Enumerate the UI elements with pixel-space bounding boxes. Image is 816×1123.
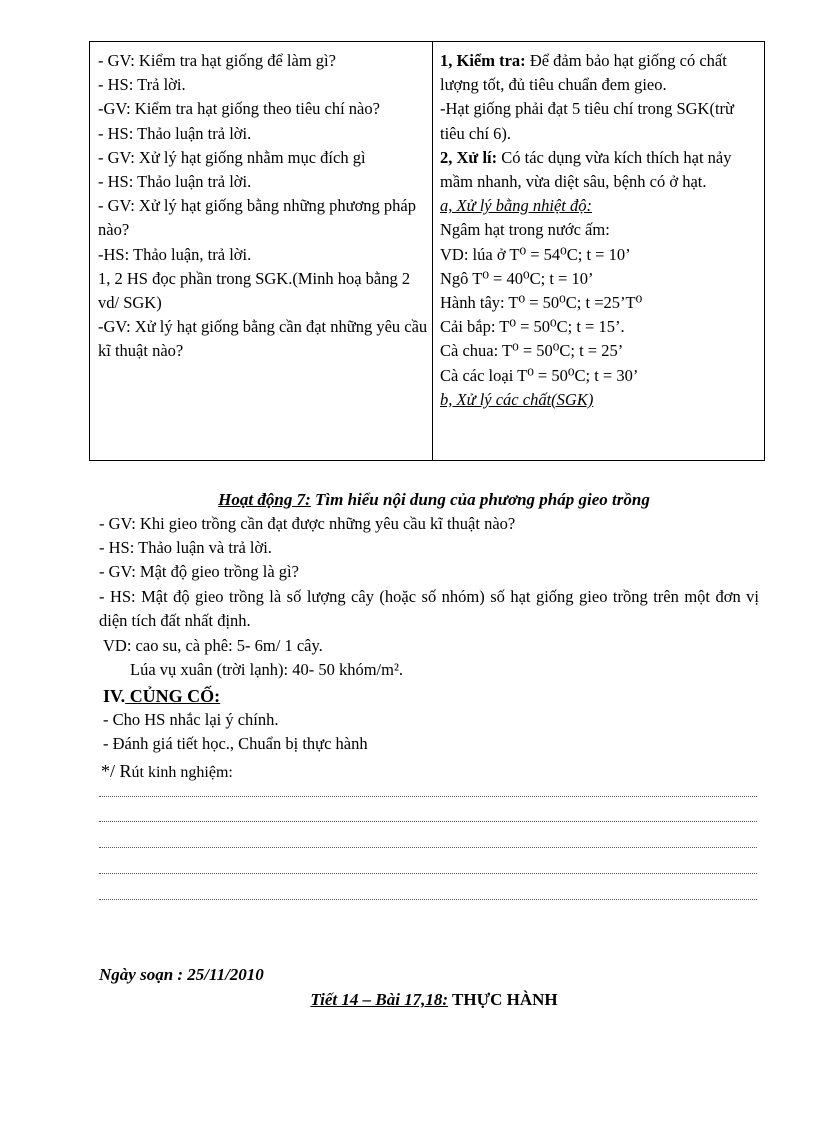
left-line: 1, 2 HS đọc phần trong SGK.(Minh hoạ bằng 2 vd/ SGK) [98, 268, 411, 313]
experience-prefix: */ R [101, 761, 132, 781]
activity-title: Tìm hiểu nội dung của phương pháp gieo trồng [310, 490, 650, 509]
left-line: -GV: Xử lý hạt giống bằng cần đạt những yêu cầu kĩ thuật nào? [98, 317, 428, 361]
experience-rest: út kinh nghiệm: [131, 764, 233, 781]
activity-line: - GV: Mật độ gieo trồng là gì? [99, 562, 299, 582]
activity-line: - GV: Khi gieo trồng cần đạt được những yêu cầu kĩ thuật nào? [99, 514, 516, 533]
lesson-table [89, 41, 765, 461]
dotted-line [99, 821, 757, 822]
consolidation-number: IV. [103, 686, 126, 706]
activity-body [99, 512, 769, 633]
example-other: Cà các loại T⁰ = 50⁰C; t = 30’ [440, 365, 639, 385]
consolidation-item: - Cho HS nhắc lại ý chính. [103, 710, 279, 729]
left-line: - GV: Xử lý hạt giống nhằm mục đích gì [98, 147, 366, 167]
date-label: Ngày soạn : 25/11/2010 [99, 965, 264, 984]
treat-title: 2, Xử lí: [440, 147, 498, 167]
soak-line: Ngâm hạt trong nước ấm: [440, 220, 610, 240]
lesson-label: Tiết 14 – Bài 17,18: [310, 990, 449, 1009]
teacher-student-column [90, 42, 433, 460]
example-onion: Hành tây: T⁰ = 50⁰C; t =25’T⁰ [440, 293, 643, 313]
activity-label: Hoạt động 7: [218, 490, 311, 509]
check-criteria: -Hạt giống phải đạt 5 tiêu chí trong SGK(trừ tiêu chí 6). [440, 99, 734, 143]
check-title: 1, Kiểm tra: [440, 51, 526, 70]
example-line-2: Lúa vụ xuân (trời lạnh): 40- 50 khóm/m². [130, 660, 404, 679]
left-line: - HS: Thảo luận trả lời. [98, 123, 252, 143]
consolidation-heading [103, 683, 220, 709]
treat-text: Có tác dụng vừa kích thích hạt nảy mầm nhanh, vừa diệt sâu, bệnh có ở hạt. [440, 147, 732, 192]
heat-title: a, Xử lý bằng nhiệt độ: [440, 196, 592, 216]
left-line: -GV: Kiểm tra hạt giống theo tiêu chí nào? [98, 99, 380, 119]
consolidation-title: CỦNG CỐ: [125, 686, 221, 706]
lesson-heading [99, 988, 769, 1012]
left-line: - HS: Trả lời. [98, 75, 186, 95]
experience-label [101, 758, 233, 786]
content-column [433, 42, 764, 460]
check-text: Để đảm bảo hạt giống có chất lượng tốt, đủ tiêu chuẩn đem gieo. [440, 51, 727, 95]
example-line-1: VD: cao su, cà phê: 5- 6m/ 1 cây. [103, 636, 323, 655]
left-line: - HS: Thảo luận trả lời. [98, 172, 252, 192]
activity-heading [99, 488, 769, 512]
example-cabbage: Cải bắp: T⁰ = 50⁰C; t = 15’. [440, 317, 625, 337]
dotted-line [99, 847, 757, 848]
dotted-line [99, 796, 757, 797]
treat-paragraph [440, 146, 760, 194]
activity-line: - HS: Thảo luận và trả lời. [99, 538, 272, 558]
dotted-line [99, 899, 757, 900]
example-corn: Ngô T⁰ = 40⁰C; t = 10’ [440, 268, 594, 288]
left-line: - GV: Xử lý hạt giống bằng những phương pháp nào? [98, 196, 417, 240]
example-rice: VD: lúa ở T⁰ = 54⁰C; t = 10’ [440, 244, 631, 264]
example-tomato: Cà chua: T⁰ = 50⁰C; t = 25’ [440, 341, 624, 361]
density-answer: - HS: Mật độ gieo trồng là số lượng cây (hoặc số nhóm) số hạt giống gieo trồng trên một đơn vị diện tích đất nhất định. [99, 586, 759, 630]
left-line: -HS: Thảo luận, trả lời. [98, 244, 252, 264]
left-line: - GV: Kiểm tra hạt giống để làm gì? [98, 51, 336, 70]
dotted-line [99, 873, 757, 874]
lesson-title: THỰC HÀNH [448, 990, 558, 1009]
chem-title: b, Xử lý các chất(SGK) [440, 389, 594, 409]
check-paragraph [440, 49, 760, 97]
consolidation-item: - Đánh giá tiết học., Chuẩn bị thực hành [103, 734, 368, 753]
